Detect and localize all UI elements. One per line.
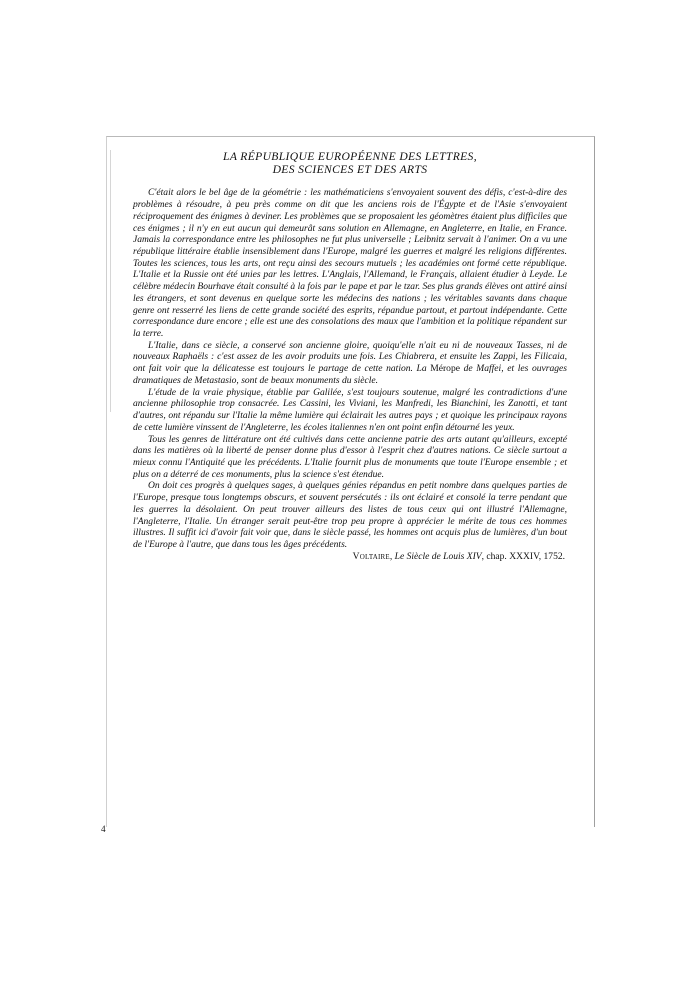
attribution-work: Le Siècle de Louis XIV (394, 550, 482, 562)
paragraph: L'étude de la vraie physique, établie par Galilée, s'est toujours soutenue, malgré les contradictions d'une ancienne philosophie trop consacrée. Les Cassini, les Viviani, les Manfredi, les Bianchini, les Zanotti, et tant d'autres, ont répandu sur l'Italie la même lumière qui éclairait les autres pays ; et quoique les principaux rayons de cette lumière vinssent de l'Angleterre, les écoles italiennes n'en ont point enfin détourné les yeux. (133, 386, 567, 433)
attribution-chapter: chap. XXXIV (486, 550, 539, 562)
text-block (133, 150, 567, 562)
page-title-line-2: DES SCIENCES ET DES ARTS (272, 163, 428, 177)
attribution-separator-1: , (389, 550, 395, 562)
roman-term: Mérope (430, 363, 460, 375)
attribution-year: 1752. (543, 550, 565, 562)
page-number: 4 (101, 824, 106, 834)
page-title (133, 150, 567, 176)
attribution (133, 551, 567, 563)
body-copy (133, 187, 567, 562)
attribution-separator-3: , (538, 550, 544, 562)
page-title-line-1: LA RÉPUBLIQUE EUROPÉENNE DES LETTRES, (223, 150, 477, 163)
paragraph: Tous les genres de littérature ont été cultivés dans cette ancienne patrie des arts autant qu'ailleurs, excepté dans les matières où la liberté de penser donne plus d'essor à l'esprit chez d'autres nations. Ce siècle surtout a mieux connu l'Antiquité que les précédents. L'Italie fournit plus de monuments que toute l'Europe ensemble ; et plus on a déterré de ces monuments, plus la science s'est étendue. (133, 433, 567, 480)
attribution-author: Voltaire (352, 550, 390, 562)
paragraph: On doit ces progrès à quelques sages, à quelques génies répandus en petit nombre dans quelques parties de l'Europe, presque tous longtemps obscurs, et souvent persécutés : ils ont éclairé et consolé la terre pendant que les guerres la désolaient. On peut trouver ailleurs des listes de tous ceux qui ont illustré l'Allemagne, l'Angleterre, l'Italie. Un étranger serait peut-être trop peu propre à apprécier le mérite de tous ces hommes illustres. Il suffit ici d'avoir fait voir que, dans le siècle passé, les hommes ont acquis plus de lumières, d'un bout de l'Europe à l'autre, que dans tous les âges précédents. (133, 480, 567, 550)
paragraph: L'Italie, dans ce siècle, a conservé son ancienne gloire, quoiqu'elle n'ait eu ni de nouveaux Tasses, ni de nouveaux Raphaëls : c'est assez de les avoir produits une fois. Les Chiabrera, et ensuite les Zappi, les Filicaia, ont fait voir que la délicatesse est toujours le partage de cette nation. La Mérope de Maffei, et les ouvrages dramatiques de Metastasio, sont de beaux monuments du siècle. (133, 339, 567, 386)
paragraph: C'était alors le bel âge de la géométrie : les mathématiciens s'envoyaient souvent des défis, c'est-à-dire des problèmes à résoudre, à peu près comme on dit que les anciens rois de l'Égypte et de l'Asie s'envoyaient réciproquement des énigmes à deviner. Les problèmes que se proposaient les géomètres étaient plus difficiles que ces énigmes ; il n'y en eut aucun qui demeurât sans solution en Allemagne, en Angleterre, en Italie, en France. Jamais la correspondance entre les philosophes ne fut plus universelle ; Leibnitz servait à l'animer. On a vu une république littéraire établie insensiblement dans l'Europe, malgré les guerres et malgré les religions différentes. Toutes les sciences, tous les arts, ont reçu ainsi des secours mutuels ; les académies ont formé cette république. L'Italie et la Russie ont été unies par les lettres. L'Anglais, l'Allemand, le Français, allaient étudier à Leyde. Le célèbre médecin Bourhave était consulté à la fois par le pape et par le tzar. Ses plus grands élèves ont attiré ainsi les étrangers, et sont devenus en quelque sorte les médecins des nations ; les véritables savants dans chaque genre ont resserré les liens de cette grande société des esprits, répandue partout, et partout indépendante. Cette correspondance dure encore ; elle est une des consolations des maux que l'ambition et la politique répandent sur la terre. (133, 187, 567, 340)
gutter-rule (110, 150, 111, 412)
attribution-separator-2: , (481, 550, 487, 562)
